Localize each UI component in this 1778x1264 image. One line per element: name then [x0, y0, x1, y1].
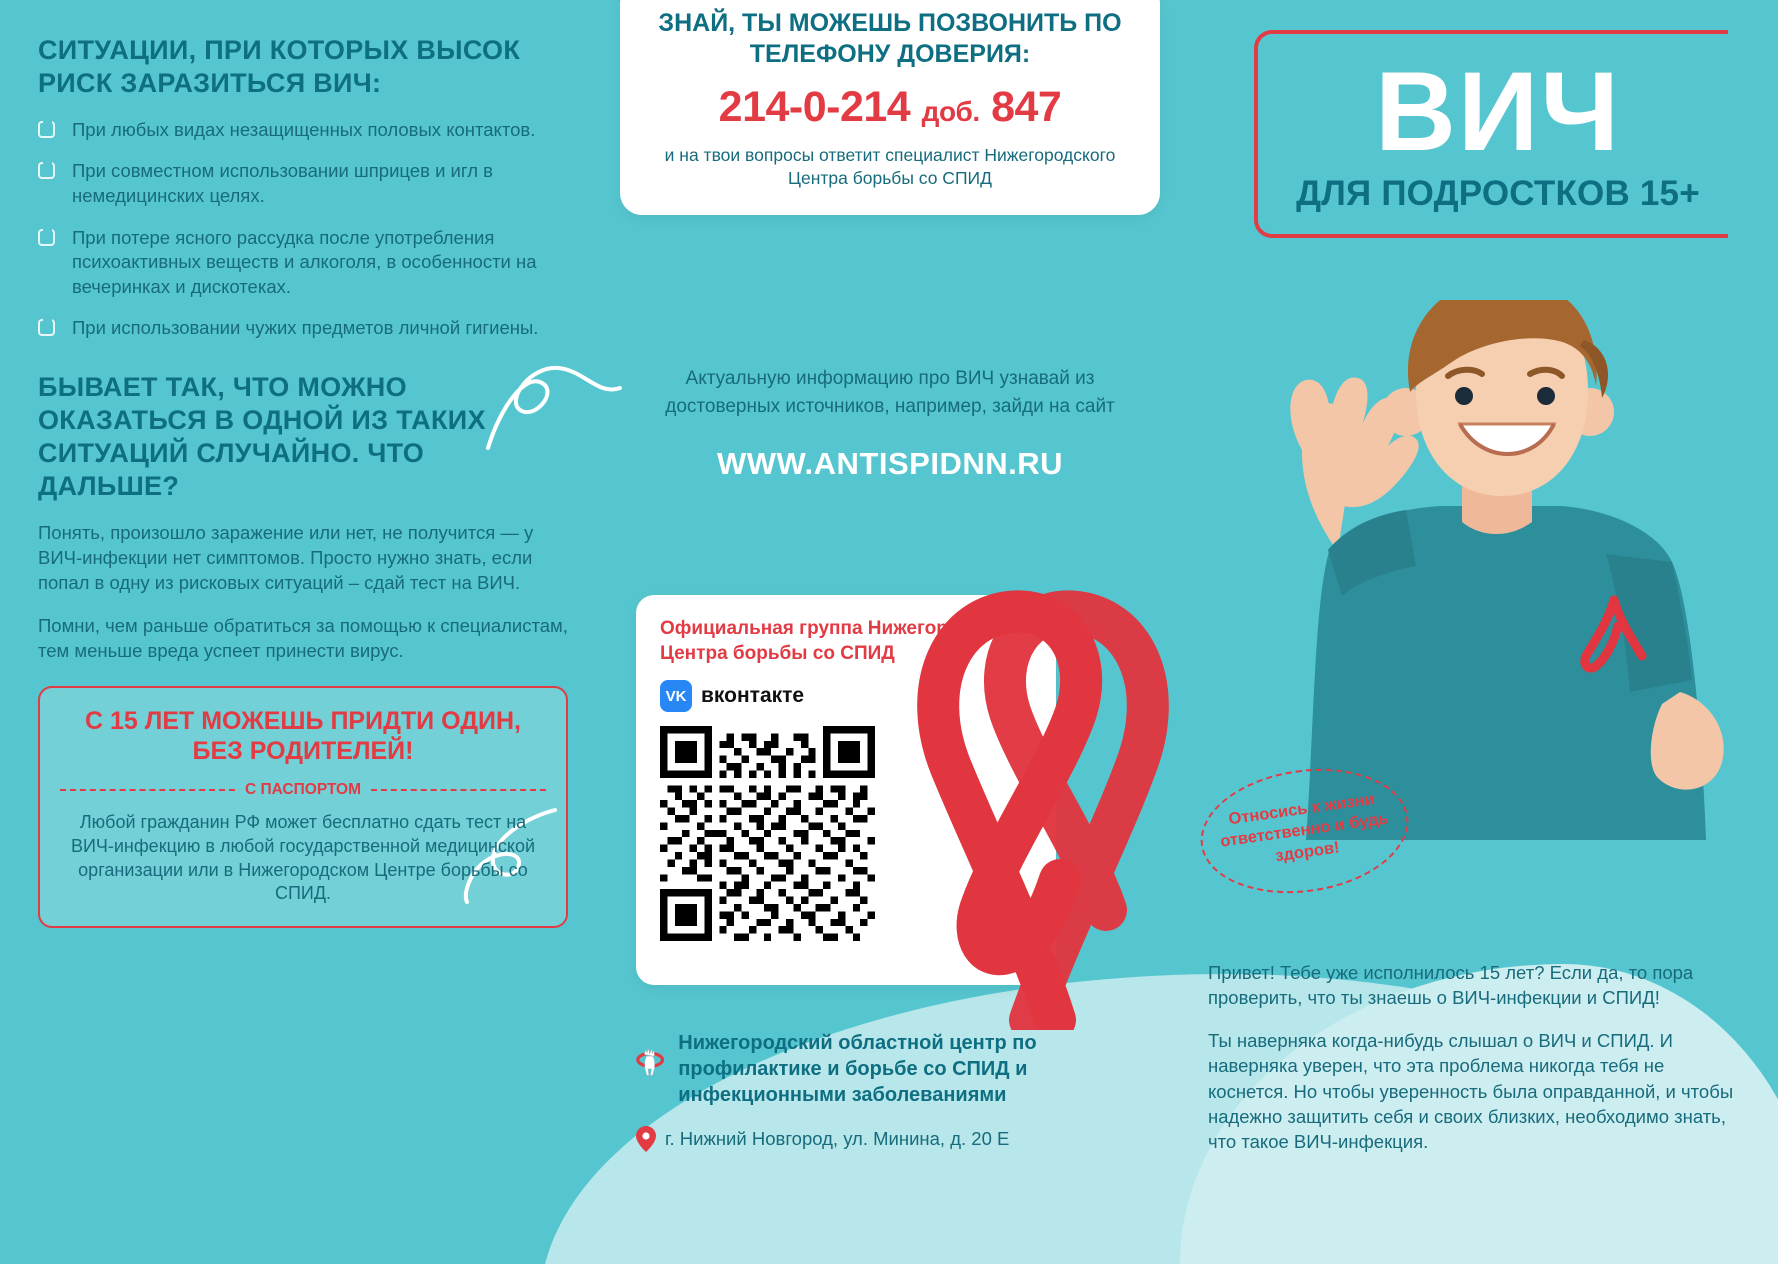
right-text-block — [1208, 960, 1748, 1172]
page-subtitle: ДЛЯ ПОДРОСТКОВ 15+ — [1296, 174, 1700, 213]
risk-section-title: СИТУАЦИИ, ПРИ КОТОРЫХ ВЫСОК РИСК ЗАРАЗИТЬСЯ ВИЧ: — [38, 35, 521, 98]
free-test-box — [38, 686, 568, 929]
dashed-line-left — [60, 789, 235, 791]
vk-group-title: Официальная группа Нижегородского Центра борьбы со СПИД — [660, 618, 1022, 664]
hotline-note: и на твои вопросы ответит специалист Нижегородского Центра борьбы со СПИД — [664, 144, 1116, 189]
risk-item-text: При потере ясного рассудка после употребления психоактивных веществ и алкоголя, в особенности на вечеринках и дискотеках. — [72, 226, 537, 297]
hotline-ext-label: доб. — [921, 95, 980, 127]
risk-item-text: При использовании чужих предметов личной гигиены. — [72, 317, 539, 339]
free-test-body: Любой гражданин РФ может бесплатно сдать тест на ВИЧ-инфекцию в любой государственной медицинской организации или в Нижегородском Центре борьбы со СПИД. — [70, 811, 536, 904]
list-item — [38, 316, 568, 341]
hotline-ext-number[interactable]: 847 — [991, 82, 1062, 131]
nizhny-novgorod-deer-logo-icon — [636, 1030, 664, 1096]
right-paragraph-2: Ты наверняка когда-нибудь слышал о ВИЧ и СПИД. И наверняка уверен, что эта проблема никогда тебя не коснется. Но чтобы уверенность была оправданной, и чтобы надежно защитить себя и своих близких, необходимо знать, что такое ВИЧ-инфекция. — [1208, 1030, 1734, 1152]
passport-label: С ПАСПОРТОМ — [244, 780, 362, 798]
what-next-paragraph-2: Помни, чем раньше обратиться за помощью к специалистам, тем меньше вреда успеет принести вирус. — [38, 614, 568, 661]
organisation-address-row — [636, 1126, 1156, 1152]
risk-item-text: При совместном использовании шприцев и игл в немедицинских целях. — [72, 160, 493, 207]
qr-code-icon[interactable] — [660, 726, 875, 941]
list-item — [38, 226, 568, 300]
risk-list — [38, 118, 568, 341]
square-bullet-icon — [38, 319, 55, 336]
poster-title-block — [1248, 28, 1748, 214]
what-next-title: БЫВАЕТ ТАК, ЧТО МОЖНО ОКАЗАТЬСЯ В ОДНОЙ ИЗ ТАКИХ СИТУАЦИЙ СЛУЧАЙНО. ЧТО ДАЛЬШЕ? — [38, 372, 486, 501]
square-bullet-icon — [38, 229, 55, 246]
right-paragraph-1: Привет! Тебе уже исполнилось 15 лет? Если да, то пора проверить, что ты знаешь о ВИЧ-инфекции и СПИД! — [1208, 962, 1694, 1009]
list-item — [38, 118, 568, 143]
hotline-title: ЗНАЙ, ТЫ МОЖЕШЬ ПОЗВОНИТЬ ПО ТЕЛЕФОНУ ДОВЕРИЯ: — [658, 9, 1122, 69]
vk-logo-icon: VK — [660, 680, 692, 712]
square-bullet-icon — [38, 121, 55, 138]
free-test-headline: С 15 ЛЕТ МОЖЕШЬ ПРИДТИ ОДИН, БЕЗ РОДИТЕЛЕЙ! — [85, 706, 521, 766]
organisation-block — [636, 1030, 1156, 1152]
hotline-number-row — [646, 83, 1134, 132]
info-text: Актуальную информацию про ВИЧ узнавай из достоверных источников, например, зайди на сайт — [665, 368, 1115, 417]
passport-divider — [60, 781, 546, 799]
hotline-number[interactable]: 214-0-214 — [718, 82, 911, 131]
dashed-line-right — [371, 789, 546, 791]
red-ribbon-icon — [880, 580, 1210, 1030]
speech-bubble-text: Относись к жизни ответственно и будь здоров! — [1219, 789, 1390, 865]
organisation-address: г. Нижний Новгород, ул. Минина, д. 20 Е — [665, 1128, 1010, 1149]
what-next-paragraph-1: Понять, произошло заражение или нет, не получится — у ВИЧ-инфекции нет симптомов. Просто нужно знать, если попал в одну из рисковых ситуаций – сдай тест на ВИЧ. — [38, 521, 534, 593]
square-bullet-icon — [38, 162, 55, 179]
left-column — [38, 34, 568, 928]
location-pin-icon — [636, 1126, 656, 1152]
list-item — [38, 159, 568, 208]
hotline-card — [620, 0, 1160, 215]
vk-brand-name: вконтакте — [701, 684, 805, 708]
organisation-name: Нижегородский областной центр по профилактике и борьбе со СПИД и инфекционными заболеваниями — [678, 1032, 1037, 1106]
teenager-illustration — [1210, 300, 1778, 1000]
page-title: ВИЧ — [1374, 49, 1622, 174]
website-link[interactable]: WWW.ANTISPIDNN.RU — [716, 446, 1064, 482]
info-block — [640, 365, 1140, 482]
risk-item-text: При любых видах незащищенных половых контактов. — [72, 118, 536, 140]
